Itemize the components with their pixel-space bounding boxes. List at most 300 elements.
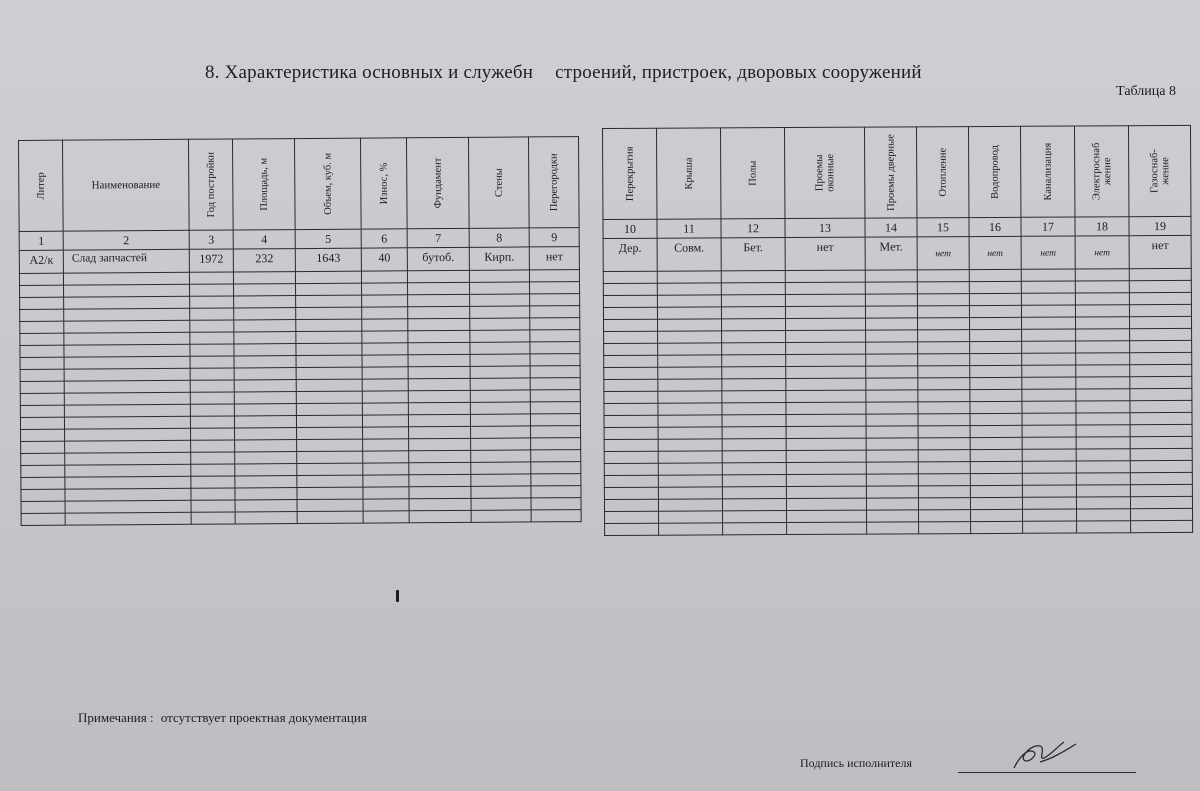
empty-cell xyxy=(1076,485,1130,497)
empty-cell xyxy=(603,295,657,307)
empty-cell xyxy=(786,390,866,402)
empty-cell xyxy=(1075,305,1129,317)
empty-cell xyxy=(866,378,918,390)
cell-partitions: нет xyxy=(529,247,579,270)
empty-cell xyxy=(471,498,531,510)
empty-cell xyxy=(1022,413,1076,425)
empty-cell xyxy=(408,282,470,294)
empty-cell xyxy=(408,366,470,378)
empty-cell xyxy=(234,320,296,332)
empty-cell xyxy=(21,465,65,477)
empty-cell xyxy=(1022,461,1076,473)
empty-cell xyxy=(1129,268,1191,280)
empty-cell xyxy=(1022,425,1076,437)
cell-doors: Мет. xyxy=(865,237,917,270)
empty-cell xyxy=(64,284,190,297)
empty-cell xyxy=(1076,473,1130,485)
empty-cell xyxy=(20,309,64,321)
empty-cell xyxy=(1021,269,1075,281)
empty-cell xyxy=(1076,461,1130,473)
empty-cell xyxy=(786,426,866,438)
empty-cell xyxy=(1076,425,1130,437)
empty-cell xyxy=(191,428,235,440)
empty-cell xyxy=(970,329,1022,341)
empty-cell xyxy=(603,283,657,295)
col-number: 12 xyxy=(721,219,785,238)
empty-cell xyxy=(408,390,470,402)
empty-cell xyxy=(866,426,918,438)
title-part-2: строений, пристроек, дворовых сооружений xyxy=(555,62,922,83)
empty-cell xyxy=(1022,497,1076,509)
empty-cell xyxy=(295,271,361,283)
empty-cell xyxy=(191,512,235,524)
empty-cell xyxy=(470,414,530,426)
cell-flooring: Бет. xyxy=(721,238,785,271)
empty-cell xyxy=(191,452,235,464)
empty-cell xyxy=(1021,281,1075,293)
cell-gas: нет xyxy=(1129,235,1191,268)
empty-cell xyxy=(362,391,408,403)
cell-roof: Совм. xyxy=(657,238,721,271)
col-number: 4 xyxy=(233,230,295,249)
col-number: 11 xyxy=(657,219,721,238)
empty-cell xyxy=(721,295,785,307)
empty-cell xyxy=(296,307,362,319)
empty-cell xyxy=(1076,341,1130,353)
notes-label: Примечания : xyxy=(78,710,154,725)
empty-cell xyxy=(21,453,65,465)
empty-cell xyxy=(604,319,658,331)
empty-cell xyxy=(866,498,918,510)
empty-cell xyxy=(21,429,65,441)
empty-cell xyxy=(297,463,363,475)
empty-cell xyxy=(970,497,1022,509)
empty-cell xyxy=(297,499,363,511)
empty-cell xyxy=(787,510,867,522)
col-header-gas: Газоснаб- жение xyxy=(1128,125,1190,216)
empty-cell xyxy=(786,450,866,462)
empty-cell xyxy=(1023,521,1077,533)
empty-cell xyxy=(296,367,362,379)
empty-cell xyxy=(191,440,235,452)
empty-cell xyxy=(409,486,471,498)
empty-cell xyxy=(409,474,471,486)
empty-cell xyxy=(970,401,1022,413)
empty-cell xyxy=(64,356,190,369)
empty-cell xyxy=(470,330,530,342)
col-number: 6 xyxy=(361,229,407,248)
empty-cell xyxy=(21,477,65,489)
empty-cell xyxy=(1130,448,1192,460)
empty-cell xyxy=(471,486,531,498)
empty-cell xyxy=(234,368,296,380)
empty-cell xyxy=(918,462,970,474)
empty-cell xyxy=(918,438,970,450)
empty-cell xyxy=(659,523,723,535)
empty-cell xyxy=(20,405,64,417)
empty-cell xyxy=(866,390,918,402)
empty-cell xyxy=(470,342,530,354)
empty-cell xyxy=(865,270,917,282)
empty-cell xyxy=(296,295,362,307)
empty-cell xyxy=(234,392,296,404)
empty-cell xyxy=(296,379,362,391)
empty-cell xyxy=(65,476,191,489)
empty-cell xyxy=(65,464,191,477)
col-header-foundation: Фундамент xyxy=(406,137,469,228)
empty-cell xyxy=(189,272,233,284)
col-header-year: Год постройки xyxy=(188,139,233,230)
empty-cell xyxy=(531,462,581,474)
empty-cell xyxy=(658,343,722,355)
empty-cell xyxy=(190,356,234,368)
empty-cell xyxy=(917,318,969,330)
empty-cell xyxy=(658,463,722,475)
empty-cell xyxy=(1075,317,1129,329)
empty-cell xyxy=(657,295,721,307)
empty-cell xyxy=(1131,520,1193,532)
empty-cell xyxy=(970,353,1022,365)
col-header-name: Наименование xyxy=(63,139,190,231)
empty-cell xyxy=(1130,484,1192,496)
empty-cell xyxy=(866,414,918,426)
empty-cell xyxy=(235,452,297,464)
empty-cell xyxy=(917,270,969,282)
col-header-water: Водопровод xyxy=(968,126,1020,217)
empty-cell xyxy=(530,414,580,426)
empty-cell xyxy=(530,294,580,306)
empty-cell xyxy=(234,404,296,416)
empty-cell xyxy=(363,487,409,499)
empty-cell xyxy=(296,343,362,355)
empty-cell xyxy=(658,391,722,403)
empty-cell xyxy=(1077,521,1131,533)
empty-cell xyxy=(191,500,235,512)
empty-cell xyxy=(470,390,530,402)
empty-cell xyxy=(970,449,1022,461)
empty-cell xyxy=(65,500,191,513)
empty-cell xyxy=(190,416,234,428)
empty-cell xyxy=(1022,341,1076,353)
empty-cell xyxy=(363,463,409,475)
empty-cell xyxy=(234,356,296,368)
empty-cell xyxy=(865,294,917,306)
empty-cell xyxy=(471,462,531,474)
empty-cell xyxy=(1021,317,1075,329)
empty-cell xyxy=(471,438,531,450)
empty-cell xyxy=(866,402,918,414)
empty-cell xyxy=(234,416,296,428)
empty-cell xyxy=(235,476,297,488)
empty-cell xyxy=(296,355,362,367)
empty-cell xyxy=(1130,436,1192,448)
empty-cell xyxy=(1130,388,1192,400)
col-header-windows: Проемы оконные xyxy=(785,127,865,218)
empty-cell xyxy=(1129,292,1191,304)
col-number: 16 xyxy=(969,217,1021,236)
empty-cell xyxy=(409,426,471,438)
col-header-flooring: Полы xyxy=(721,128,785,219)
empty-cell xyxy=(190,380,234,392)
empty-cell xyxy=(64,308,190,321)
empty-cell xyxy=(408,354,470,366)
empty-cell xyxy=(21,489,65,501)
empty-cell xyxy=(1076,401,1130,413)
empty-cell xyxy=(917,282,969,294)
col-number: 17 xyxy=(1021,217,1075,236)
empty-cell xyxy=(918,330,970,342)
empty-cell xyxy=(970,413,1022,425)
empty-cell xyxy=(1130,328,1192,340)
empty-cell xyxy=(64,416,190,429)
empty-cell xyxy=(785,282,865,294)
cell-name: Слад запчастей xyxy=(63,249,189,273)
empty-cell xyxy=(722,427,786,439)
signature-mark xyxy=(1010,738,1080,774)
empty-cell xyxy=(722,355,786,367)
col-header-heating: Отопление xyxy=(916,127,968,218)
empty-cell xyxy=(1130,400,1192,412)
empty-cell xyxy=(362,331,408,343)
empty-cell xyxy=(722,331,786,343)
empty-cell xyxy=(721,271,785,283)
empty-cell xyxy=(362,319,408,331)
empty-cell xyxy=(1129,304,1191,316)
title-part-1: 8. Характеристика основных и служебн xyxy=(205,62,534,83)
empty-cell xyxy=(530,330,580,342)
empty-cell xyxy=(297,487,363,499)
empty-cell xyxy=(362,403,408,415)
empty-cell xyxy=(603,307,657,319)
empty-cell xyxy=(722,343,786,355)
empty-cell xyxy=(470,366,530,378)
empty-cell xyxy=(785,270,865,282)
empty-cell xyxy=(65,440,191,453)
notes xyxy=(78,710,371,726)
empty-cell xyxy=(362,307,408,319)
empty-cell xyxy=(1022,437,1076,449)
empty-cell xyxy=(531,486,581,498)
empty-cell xyxy=(408,294,470,306)
empty-cell xyxy=(530,282,580,294)
col-number: 14 xyxy=(865,218,917,237)
col-header-sewage: Канализация xyxy=(1020,126,1074,217)
empty-cell xyxy=(970,425,1022,437)
empty-cell xyxy=(918,354,970,366)
empty-cell xyxy=(786,366,866,378)
empty-cell xyxy=(21,501,65,513)
empty-cell xyxy=(1022,365,1076,377)
empty-cell xyxy=(235,488,297,500)
empty-cell xyxy=(604,367,658,379)
empty-cell xyxy=(190,296,234,308)
right-header-row xyxy=(603,125,1191,219)
empty-cell xyxy=(786,402,866,414)
empty-cell xyxy=(1076,497,1130,509)
empty-cell xyxy=(604,415,658,427)
empty-cell xyxy=(969,269,1021,281)
empty-cell xyxy=(296,283,362,295)
empty-cell xyxy=(867,522,919,534)
empty-cell xyxy=(1075,293,1129,305)
empty-cell xyxy=(1076,353,1130,365)
empty-cell xyxy=(658,355,722,367)
empty-cell xyxy=(363,511,409,523)
empty-cell xyxy=(970,377,1022,389)
empty-cell xyxy=(722,319,786,331)
empty-cell xyxy=(296,331,362,343)
empty-cell xyxy=(786,414,866,426)
empty-cell xyxy=(605,523,659,535)
empty-cell xyxy=(918,414,970,426)
empty-cell xyxy=(604,343,658,355)
empty-cell xyxy=(297,439,363,451)
empty-cell xyxy=(65,452,191,465)
empty-cell xyxy=(657,271,721,283)
cell-volume: 1643 xyxy=(295,248,361,271)
col-header-walls: Стены xyxy=(468,137,529,228)
empty-cell xyxy=(363,451,409,463)
empty-cell xyxy=(918,342,970,354)
empty-cell xyxy=(470,354,530,366)
empty-cell xyxy=(408,378,470,390)
empty-cell xyxy=(970,437,1022,449)
empty-cell xyxy=(657,307,721,319)
cell-year: 1972 xyxy=(189,249,233,272)
left-header-row xyxy=(19,137,580,232)
empty-cell xyxy=(969,293,1021,305)
empty-cell xyxy=(866,462,918,474)
col-number: 1 xyxy=(19,231,63,250)
empty-cell xyxy=(362,355,408,367)
empty-cell xyxy=(20,369,64,381)
empty-cell xyxy=(20,333,64,345)
empty-cell xyxy=(918,474,970,486)
empty-cell xyxy=(20,393,64,405)
empty-cell xyxy=(471,510,531,522)
empty-cell xyxy=(531,450,581,462)
col-header-volume: Объем, куб. м xyxy=(294,138,361,229)
empty-cell xyxy=(604,427,658,439)
empty-cell xyxy=(722,439,786,451)
empty-cell xyxy=(658,379,722,391)
empty-cell xyxy=(1130,340,1192,352)
empty-cell xyxy=(1076,329,1130,341)
empty-cell xyxy=(785,294,865,306)
empty-cell xyxy=(865,306,917,318)
col-header-floors: Перекрытия xyxy=(603,128,657,219)
empty-cell xyxy=(970,461,1022,473)
col-number: 8 xyxy=(469,228,529,247)
empty-cell xyxy=(471,450,531,462)
empty-cell xyxy=(786,486,866,498)
empty-cell xyxy=(470,318,530,330)
empty-cell xyxy=(190,284,234,296)
col-number: 19 xyxy=(1129,216,1191,235)
empty-cell xyxy=(918,378,970,390)
empty-cell xyxy=(1021,305,1075,317)
empty-cell xyxy=(233,272,295,284)
empty-cell xyxy=(530,402,580,414)
empty-cell xyxy=(918,402,970,414)
empty-cell xyxy=(235,464,297,476)
empty-cell xyxy=(408,414,470,426)
col-header-liter: Литер xyxy=(19,140,64,231)
empty-cell xyxy=(234,308,296,320)
signature-label: Подпись исполнителя xyxy=(800,756,912,770)
cell-walls: Кирп. xyxy=(469,247,529,270)
empty-cell xyxy=(918,498,970,510)
empty-cell xyxy=(604,379,658,391)
empty-cell xyxy=(723,511,787,523)
empty-cell xyxy=(1022,473,1076,485)
empty-cell xyxy=(191,464,235,476)
empty-cell xyxy=(866,354,918,366)
empty-cell xyxy=(531,498,581,510)
empty-cell xyxy=(866,330,918,342)
empty-cell xyxy=(234,296,296,308)
empty-cell xyxy=(970,341,1022,353)
empty-cell xyxy=(469,270,529,282)
empty-cell xyxy=(918,366,970,378)
cell-water: нет xyxy=(969,236,1021,269)
empty-cell xyxy=(722,451,786,463)
empty-cell xyxy=(1022,389,1076,401)
cell-area: 232 xyxy=(233,249,295,272)
empty-cell xyxy=(786,342,866,354)
empty-cell xyxy=(787,522,867,534)
col-header-wear: Износ, % xyxy=(360,138,407,229)
empty-cell xyxy=(918,426,970,438)
empty-cell xyxy=(296,403,362,415)
empty-cell xyxy=(531,438,581,450)
page-title xyxy=(205,62,922,84)
empty-cell xyxy=(297,511,363,523)
empty-cell xyxy=(722,391,786,403)
empty-cell xyxy=(658,439,722,451)
empty-cell xyxy=(658,415,722,427)
empty-cell xyxy=(1130,472,1192,484)
empty-cell xyxy=(408,330,470,342)
empty-cell xyxy=(866,486,918,498)
empty-cell xyxy=(296,319,362,331)
empty-cell xyxy=(530,354,580,366)
empty-cell xyxy=(470,294,530,306)
empty-cell xyxy=(297,475,363,487)
empty-cell xyxy=(917,306,969,318)
empty-cell xyxy=(65,488,191,501)
empty-cell xyxy=(235,428,297,440)
empty-cell xyxy=(971,509,1023,521)
empty-cell xyxy=(658,403,722,415)
empty-cell xyxy=(970,389,1022,401)
empty-cell xyxy=(604,487,658,499)
empty-cell xyxy=(361,271,407,283)
empty-cell xyxy=(659,511,723,523)
empty-cell xyxy=(190,308,234,320)
cell-floors: Дер. xyxy=(603,238,657,271)
empty-cell xyxy=(409,462,471,474)
empty-cell xyxy=(658,331,722,343)
empty-cell xyxy=(470,306,530,318)
empty-cell xyxy=(1130,376,1192,388)
empty-cell xyxy=(865,282,917,294)
empty-row xyxy=(21,510,581,526)
empty-cell xyxy=(190,404,234,416)
cell-liter: А2/к xyxy=(19,250,63,273)
empty-cell xyxy=(362,343,408,355)
empty-cell xyxy=(190,368,234,380)
